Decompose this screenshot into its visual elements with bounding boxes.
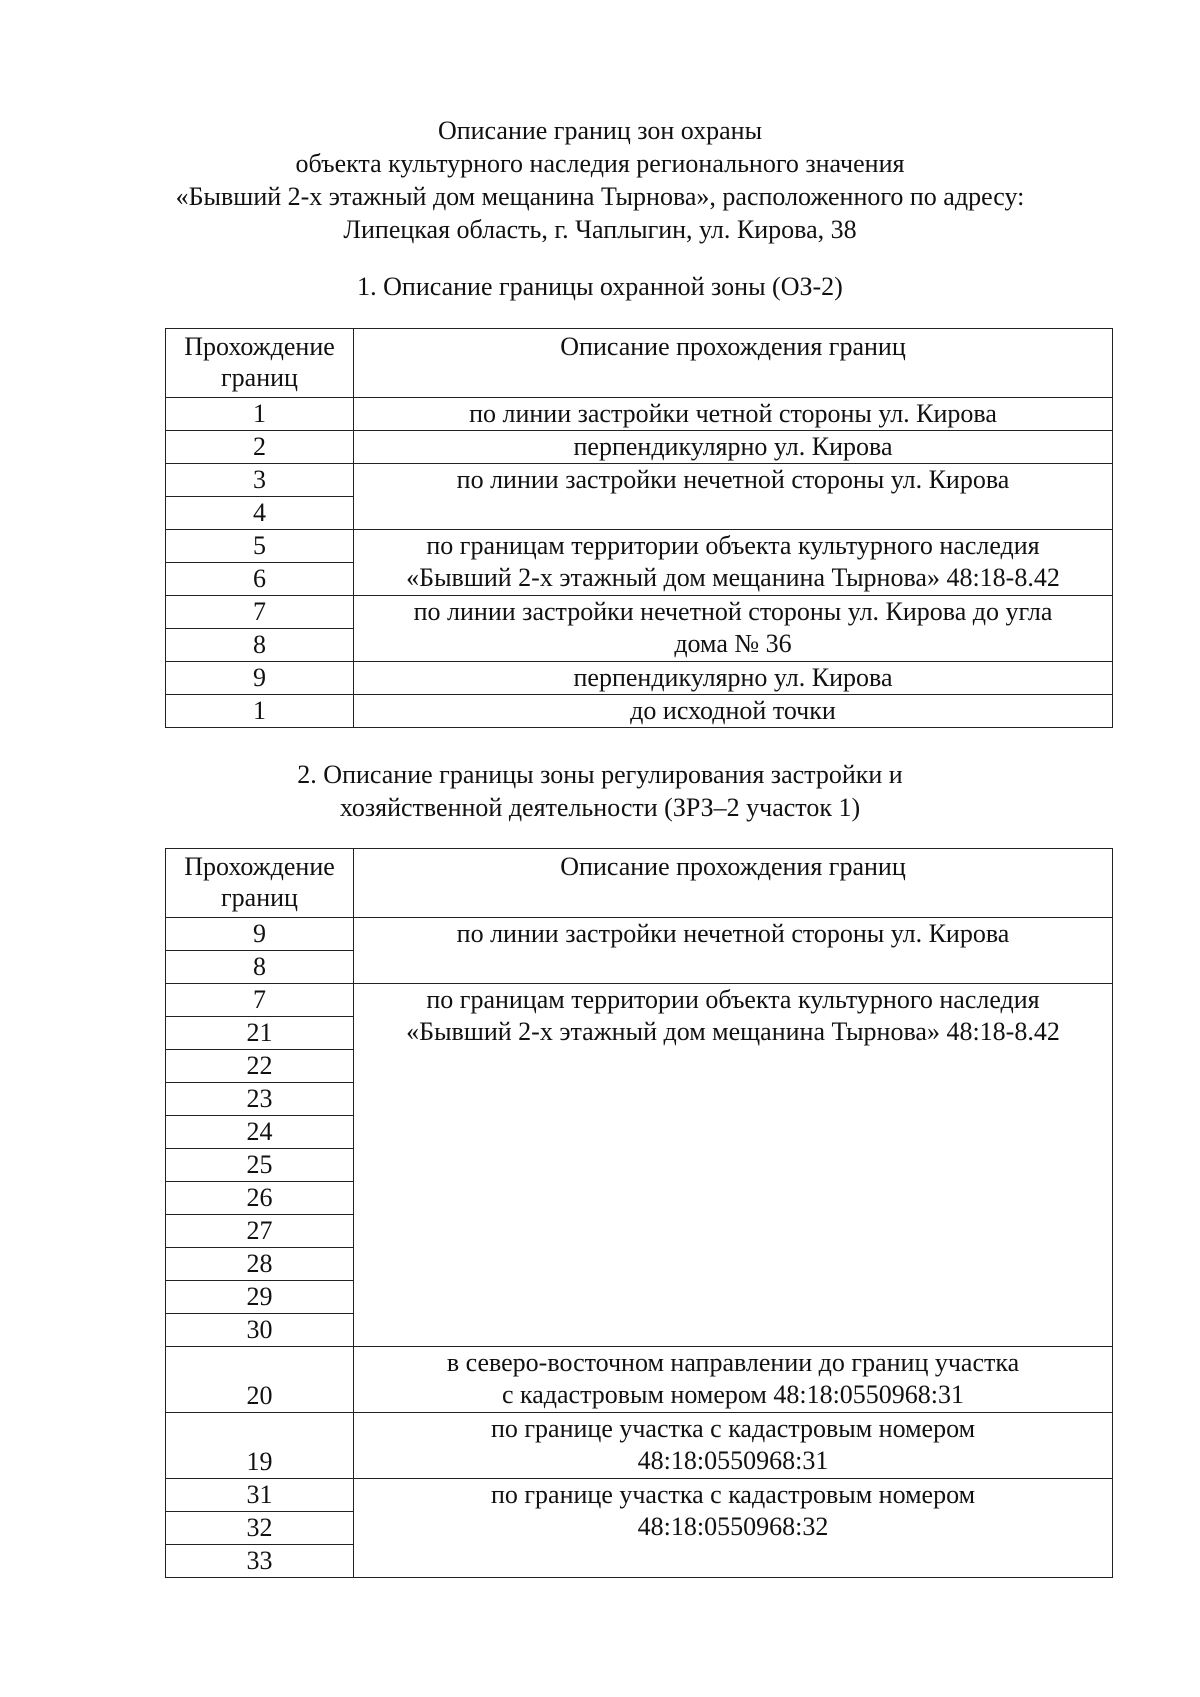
point-number: 19 [166,1413,354,1479]
boundary-description: по линии застройки нечетной стороны ул. Кирова [354,918,1113,984]
point-number: 31 [166,1479,354,1512]
point-number: 1 [166,398,354,431]
table-row [166,1479,1113,1512]
point-number: 9 [166,918,354,951]
boundary-description: по линии застройки четной стороны ул. Кирова [354,398,1113,431]
point-number: 7 [166,596,354,629]
point-number: 20 [166,1347,354,1413]
point-number: 3 [166,464,354,497]
zrz2-boundary-table [165,848,1113,1578]
section-2-heading: 2. Описание границы зоны регулирования застройки и хозяйственной деятельности (ЗРЗ–2 участок 1) [297,760,903,822]
table-row [166,464,1113,497]
header-passage: Прохождение границ [166,329,354,398]
table-row [166,662,1113,695]
boundary-description: по границам территории объекта культурного наследия «Бывший 2-х этажный дом мещанина Тырнова» 48:18-8.42 [354,530,1113,596]
point-number: 22 [166,1050,354,1083]
table-header-row [166,849,1113,918]
title-line: объекта культурного наследия регионального значения [295,149,905,178]
table-row [166,431,1113,464]
section-1-heading: 1. Описание границы охранной зоны (ОЗ-2) [357,272,843,301]
point-number: 1 [166,695,354,728]
point-number: 25 [166,1149,354,1182]
point-number: 26 [166,1182,354,1215]
point-number: 2 [166,431,354,464]
point-number: 21 [166,1017,354,1050]
document-title [0,114,1200,246]
boundary-description: в северо-восточном направлении до границ участка с кадастровым номером 48:18:0550968:31 [354,1347,1113,1413]
table-row [166,984,1113,1017]
point-number: 29 [166,1281,354,1314]
table-row [166,1413,1113,1479]
point-number: 30 [166,1314,354,1347]
table-row [166,530,1113,563]
header-description: Описание прохождения границ [354,849,1113,918]
table-row [166,398,1113,431]
point-number: 28 [166,1248,354,1281]
boundary-description: по границе участка с кадастровым номером 48:18:0550968:31 [354,1413,1113,1479]
point-number: 32 [166,1512,354,1545]
boundary-description: по границе участка с кадастровым номером 48:18:0550968:32 [354,1479,1113,1578]
title-line: «Бывший 2-х этажный дом мещанина Тырнова», расположенного по адресу: [175,182,1025,211]
point-number: 7 [166,984,354,1017]
point-number: 24 [166,1116,354,1149]
boundary-description: по линии застройки нечетной стороны ул. Кирова до угла дома № 36 [354,596,1113,662]
point-number: 4 [166,497,354,530]
title-line: Липецкая область, г. Чаплыгин, ул. Кирова, 38 [343,215,857,244]
boundary-description: по линии застройки нечетной стороны ул. Кирова [354,464,1113,530]
point-number: 33 [166,1545,354,1578]
oz2-boundary-table [165,328,1113,728]
point-number: 5 [166,530,354,563]
table-row [166,695,1113,728]
table-header-row [166,329,1113,398]
boundary-description: по границам территории объекта культурного наследия «Бывший 2-х этажный дом мещанина Тырнова» 48:18-8.42 [354,984,1113,1347]
boundary-description: перпендикулярно ул. Кирова [354,662,1113,695]
point-number: 9 [166,662,354,695]
point-number: 6 [166,563,354,596]
boundary-description: до исходной точки [354,695,1113,728]
table-row [166,596,1113,629]
table-row [166,918,1113,951]
point-number: 27 [166,1215,354,1248]
point-number: 8 [166,629,354,662]
header-passage: Прохождение границ [166,849,354,918]
point-number: 23 [166,1083,354,1116]
boundary-description: перпендикулярно ул. Кирова [354,431,1113,464]
table-row [166,1347,1113,1413]
title-line: Описание границ зон охраны [437,116,763,145]
point-number: 8 [166,951,354,984]
header-description: Описание прохождения границ [354,329,1113,398]
